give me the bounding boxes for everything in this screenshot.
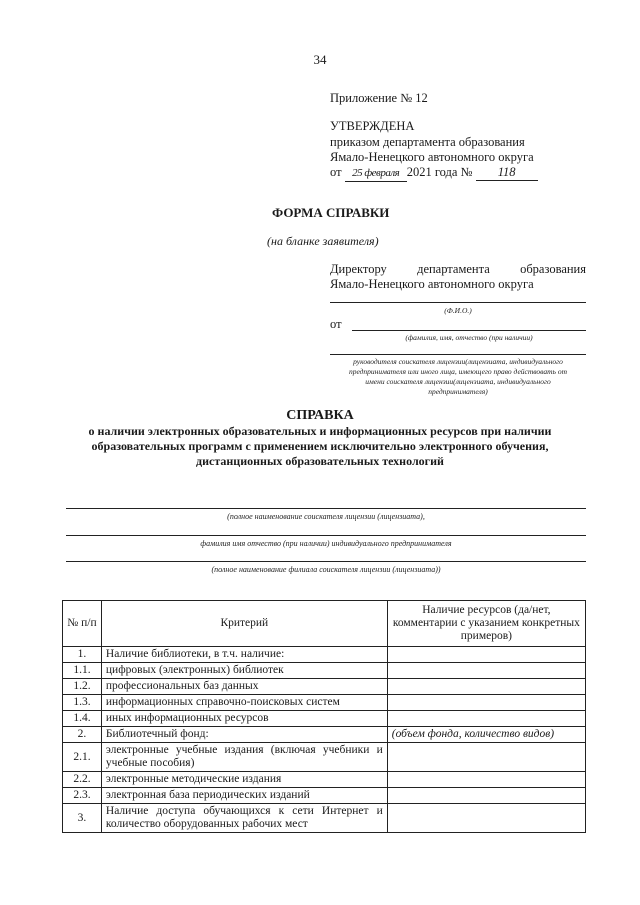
head-hint-line-3: имени соискателя лицензии(лицензиата, индивидуального	[365, 377, 551, 386]
criteria-table	[62, 600, 586, 833]
row-resources: (объем фонда, количество видов)	[387, 727, 585, 743]
fio-line	[330, 302, 586, 303]
addressee-line-1	[330, 262, 586, 277]
letterhead-note: (на бланке заявителя)	[267, 234, 379, 248]
head-hint-line-1: руководителя соискателя лицензии(лицензиата, индивидуального	[353, 357, 563, 366]
header-criterion: Критерий	[101, 601, 387, 647]
table-header-row	[63, 601, 586, 647]
from-label: от	[330, 165, 342, 179]
row-num: 1.1.	[63, 663, 102, 679]
certificate-subtitle	[40, 424, 600, 469]
head-hint	[330, 357, 586, 397]
form-title: ФОРМА СПРАВКИ	[272, 205, 390, 220]
row-resources	[387, 695, 585, 711]
fio-hint: (Ф.И.О.)	[444, 306, 472, 315]
addressee-word-2: департамента	[417, 262, 490, 276]
table-row	[63, 647, 586, 663]
branch-name-hint: (полное наименование филиала соискателя лицензии (лицензиата))	[211, 565, 441, 574]
head-hint-line-2: предпринимателя или иного лица, имеющего право действовать от	[348, 367, 568, 376]
handwritten-number: 118	[476, 164, 538, 181]
row-criterion: цифровых (электронных) библиотек	[101, 663, 387, 679]
table-row	[63, 788, 586, 804]
branch-name-line	[66, 561, 586, 562]
addressee-word-3: образования	[520, 262, 586, 276]
row-resources	[387, 663, 585, 679]
head-line	[330, 354, 586, 355]
row-num: 1.3.	[63, 695, 102, 711]
row-num: 1.4.	[63, 711, 102, 727]
certificate-subtitle-line-2: образовательных программ с применением исключительно электронного обучения,	[91, 439, 549, 453]
row-resources	[387, 679, 585, 695]
row-num: 1.	[63, 647, 102, 663]
row-resources	[387, 711, 585, 727]
from-hint: (фамилия, имя, отчество (при наличии)	[405, 333, 533, 342]
row-criterion: информационных справочно-поисковых систем	[101, 695, 387, 711]
table-row	[63, 695, 586, 711]
table-row	[63, 772, 586, 788]
row-num: 2.2.	[63, 772, 102, 788]
table-row	[63, 711, 586, 727]
table-row	[63, 663, 586, 679]
row-criterion: Наличие доступа обучающихся к сети Интернет и количество оборудованных рабочих мест	[101, 804, 387, 833]
header-resources: Наличие ресурсов (да/нет, комментарии с указанием конкретных примеров)	[387, 601, 585, 647]
row-resources	[387, 743, 585, 772]
header-num: № п/п	[63, 601, 102, 647]
approval-line-2: Ямало-Ненецкого автономного округа	[330, 150, 534, 164]
row-criterion: электронные методические издания	[101, 772, 387, 788]
row-num: 2.	[63, 727, 102, 743]
row-criterion: Наличие библиотеки, в т.ч. наличие:	[101, 647, 387, 663]
table-row	[63, 804, 586, 833]
approved-label: УТВЕРЖДЕНА	[330, 119, 415, 133]
row-criterion: Библиотечный фонд:	[101, 727, 387, 743]
row-criterion: электронные учебные издания (включая учебники и учебные пособия)	[101, 743, 387, 772]
row-resources	[387, 788, 585, 804]
row-resources	[387, 647, 585, 663]
certificate-title: СПРАВКА	[286, 408, 354, 423]
row-num: 1.2.	[63, 679, 102, 695]
addressee-word-1: Директору	[330, 262, 387, 276]
entrepreneur-name-hint: фамилия имя отчество (при наличии) индивидуального предпринимателя	[200, 539, 452, 548]
page-number: 34	[313, 52, 327, 67]
certificate-subtitle-line-1: о наличии электронных образовательных и информационных ресурсов при наличии	[88, 424, 552, 438]
year-text: 2021 года №	[406, 165, 473, 179]
row-criterion: иных информационных ресурсов	[101, 711, 387, 727]
row-criterion: профессиональных баз данных	[101, 679, 387, 695]
row-resources	[387, 804, 585, 833]
addressee-line-2: Ямало-Ненецкого автономного округа	[330, 277, 534, 291]
approval-date-line	[330, 164, 538, 182]
applicant-name-hint: (полное наименование соискателя лицензии (лицензиата),	[227, 512, 425, 521]
from-line	[352, 330, 586, 331]
table-row	[63, 727, 586, 743]
appendix-label: Приложение № 12	[330, 91, 428, 105]
head-hint-line-4: предпринимателя)	[428, 387, 488, 396]
table-row	[63, 743, 586, 772]
row-num: 2.1.	[63, 743, 102, 772]
handwritten-date: 25 февраля	[345, 165, 407, 182]
row-criterion: электронная база периодических изданий	[101, 788, 387, 804]
entrepreneur-name-line	[66, 535, 586, 536]
row-num: 2.3.	[63, 788, 102, 804]
applicant-name-line	[66, 508, 586, 509]
addressee-from-label: от	[330, 317, 342, 331]
certificate-subtitle-line-3: дистанционных образовательных технологий	[196, 454, 444, 468]
approval-line-1: приказом департамента образования	[330, 135, 525, 149]
row-resources	[387, 772, 585, 788]
table-row	[63, 679, 586, 695]
row-num: 3.	[63, 804, 102, 833]
